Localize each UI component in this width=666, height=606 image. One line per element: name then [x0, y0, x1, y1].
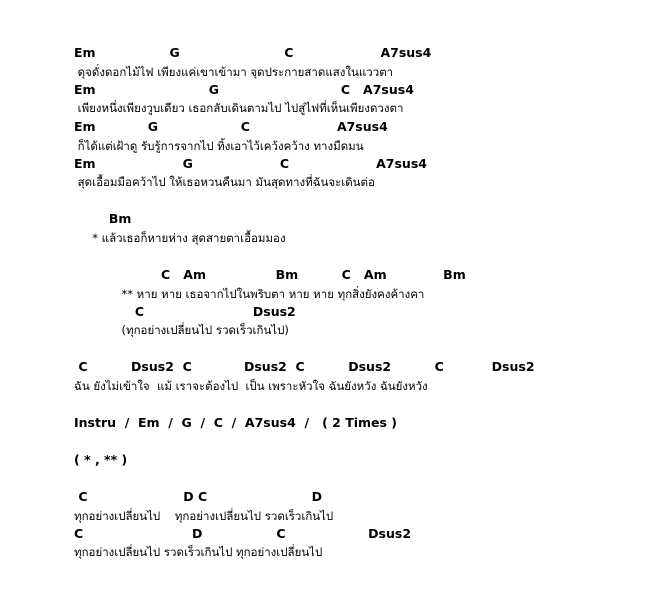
chord-line: C Dsus2 — [74, 304, 296, 319]
chord-line: C Am Bm C Am Bm — [74, 267, 466, 282]
chord-line: Bm — [74, 211, 132, 226]
lyric-line: ดุจดั่งดอกไม้ไฟ เพียงแค่เขาเข้ามา จุดประกายสาดแสงในแววตา — [74, 65, 394, 79]
instrumental-line: Instru / Em / G / C / A7sus4 / ( 2 Times ) — [74, 415, 398, 430]
chord-line: C Dsus2 C Dsus2 C Dsus2 C Dsus2 — [74, 359, 535, 374]
lyric-line: * แล้วเธอก็หายห่าง สุดสายตาเอื้อมมอง — [74, 231, 286, 245]
repeat-marker: ( * , ** ) — [74, 452, 128, 467]
lyric-line: เพียงหนึ่งเพียงวูบเดียว เธอกลับเดินตามไป ไปสู่ไฟที่เห็นเพียงดวงตา — [74, 101, 404, 115]
chord-line: Em G C A7sus4 — [74, 119, 388, 134]
lyric-line: ** หาย หาย เธอจากไปในพริบตา หาย หาย ทุกสิ่งยังคงค้างคา — [74, 287, 425, 301]
lyric-line: ก็ได้แต่เฝ้าดู รับรู้การจากไป ทิ้งเอาไว้เคว้งคว้าง ทางมืดมน — [74, 139, 364, 153]
chord-line: Em G C A7sus4 — [74, 156, 427, 171]
chord-line: Em G C A7sus4 — [74, 45, 432, 60]
chord-line: Em G C A7sus4 — [74, 82, 414, 97]
lyric-line: ทุกอย่างเปลี่ยนไป รวดเร็วเกินไป ทุกอย่างเปลี่ยนไป — [74, 545, 323, 559]
chord-line: C D C D — [74, 489, 322, 504]
lyric-line: (ทุกอย่างเปลี่ยนไป รวดเร็วเกินไป) — [74, 323, 289, 337]
chord-line: C D C Dsus2 — [74, 526, 412, 541]
lyric-line: สุดเอื้อมมือคว้าไป ให้เธอหวนคืนมา มันสุดทางที่ฉันจะเดินต่อ — [74, 175, 375, 189]
lyric-line: ทุกอย่างเปลี่ยนไป ทุกอย่างเปลี่ยนไป รวดเร็วเกินไป — [74, 509, 334, 523]
lyric-line: ฉัน ยังไม่เข้าใจ แม้ เราจะต้องไป เป็น เพราะหัวใจ ฉันยังหวัง ฉันยังหวัง — [74, 379, 428, 393]
